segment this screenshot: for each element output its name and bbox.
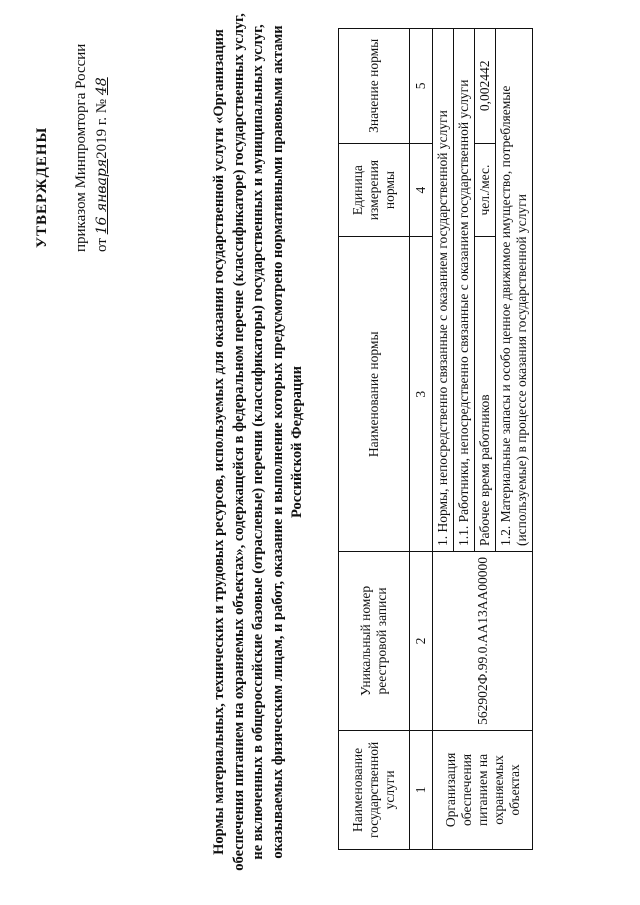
norm-value-cell: 0,002442 — [475, 29, 496, 144]
column-number-row — [410, 29, 433, 850]
approval-block — [32, 32, 113, 252]
section-1-1: 1.1. Работники, непосредственно связанные с оказанием государственной услуги — [454, 29, 475, 552]
header-unit: Единица измерения нормы — [339, 143, 410, 237]
date-prefix: от — [94, 238, 110, 252]
rotated-content — [20, 12, 620, 892]
norm-unit-cell: чел./мес. — [475, 143, 496, 237]
header-registry-number: Уникальный номер реестровой записи — [339, 552, 410, 731]
header-norm-name: Наименование нормы — [339, 237, 410, 552]
document-title: Нормы материальных, технических и трудовых ресурсов, используемых для оказания государственной услуги «Организация обеспечения питанием на охраняемых объектах», содержащейся в федеральном перечне (классификаторе) государственных услуг, не включенных в общероссийские базовые (отраслевые) перечни (классификаторы) государственных и муниципальных услуг, оказываемых физическим лицам, и работ, оказание и выполнение которых предусмотрено нормативными правовыми актами Российской Федерации — [211, 13, 305, 871]
header-service-name: Наименование государственной услуги — [339, 730, 410, 849]
date-year: 2019 г. — [94, 116, 110, 159]
column-number: 1 — [410, 730, 433, 849]
approval-heading: УТВЕРЖДЕНЫ — [34, 126, 50, 248]
table-row — [433, 29, 454, 850]
column-number: 4 — [410, 143, 433, 237]
column-number: 2 — [410, 552, 433, 731]
norms-table — [338, 28, 533, 850]
column-number: 3 — [410, 237, 433, 552]
section-1-2: 1.2. Материальные запасы и особо ценное движимое имущество, потребляемые (используемые) в процессе оказания государственной услуги — [496, 29, 533, 552]
table-header-row — [339, 29, 410, 850]
section-1: 1. Нормы, непосредственно связанные с оказанием государственной услуги — [433, 29, 454, 552]
column-number: 5 — [410, 29, 433, 144]
service-name-cell: Организация обеспечения питанием на охраняемых объектах — [433, 730, 533, 849]
handwritten-number: 48 — [94, 77, 110, 96]
approval-date-line — [92, 32, 113, 252]
approval-order-line: приказом Минпромторга России — [73, 43, 89, 252]
header-value: Значение нормы — [339, 29, 410, 144]
norm-name-cell: Рабочее время работников — [475, 237, 496, 552]
handwritten-date: 16 января — [94, 158, 110, 235]
registry-number-cell: 562902Ф.99.0.АА13АА00000 — [433, 552, 533, 731]
number-label: № — [94, 98, 110, 114]
